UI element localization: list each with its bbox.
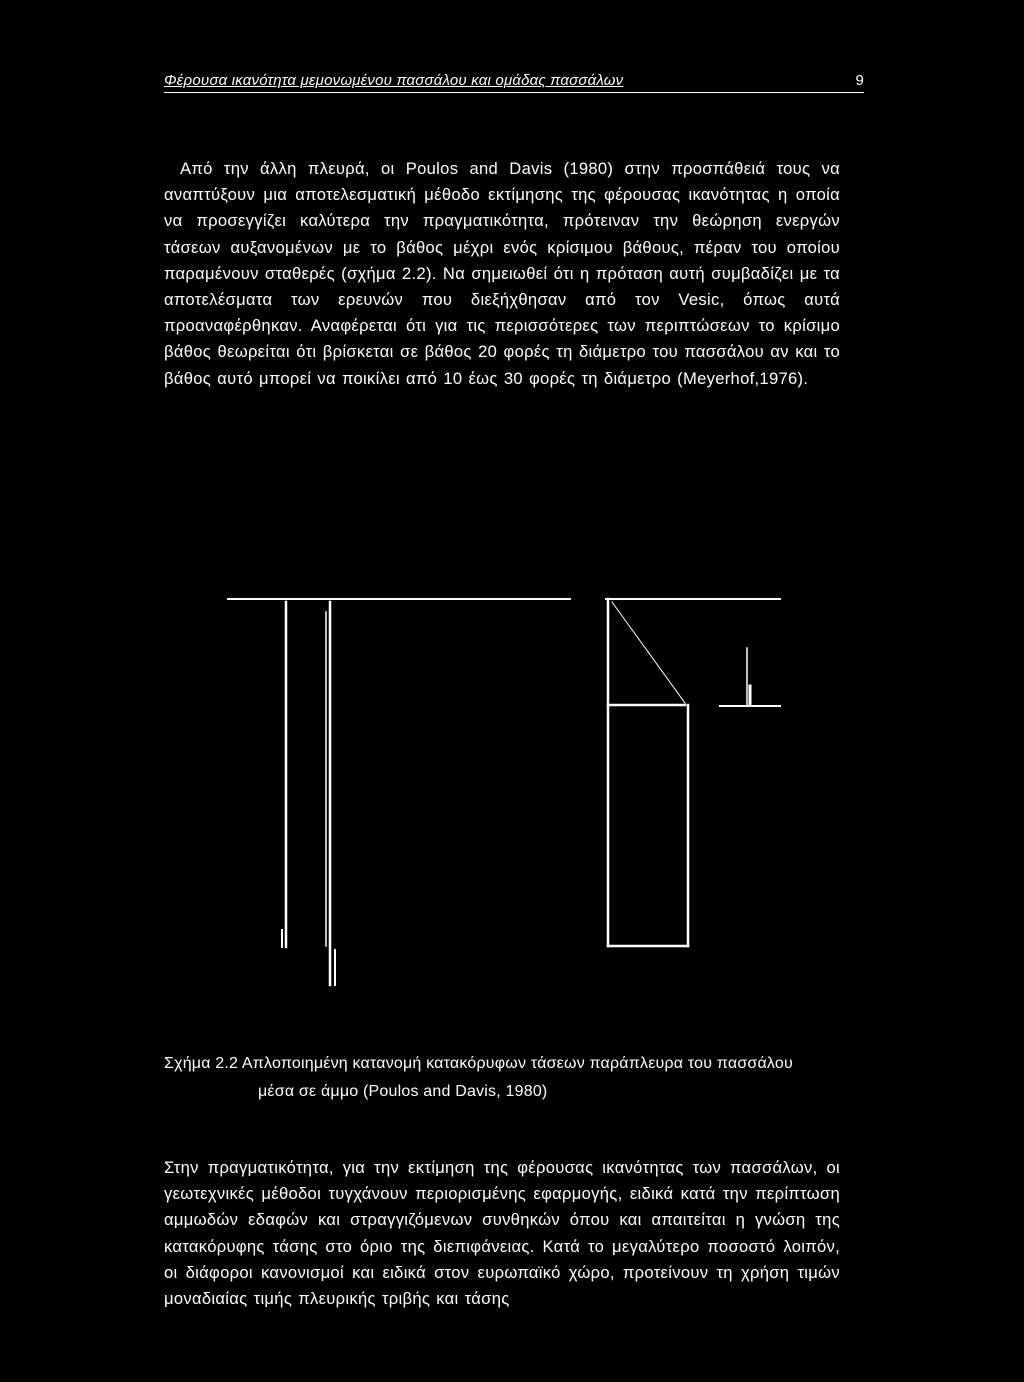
stress-triangle-hyp: [612, 602, 685, 703]
running-header: [164, 70, 864, 93]
caption-label: Σχήμα 2.2: [164, 1055, 239, 1072]
body-paragraph: [164, 1155, 840, 1312]
body-paragraph: [164, 156, 840, 392]
caption-text-line-2: μέσα σε άμμο (Poulos and Davis, 1980): [258, 1083, 548, 1100]
caption-text-line-1: Απλοποιημένη κατανομή κατακόρυφων τάσεων παράπλευρα του πασσάλου: [241, 1055, 793, 1072]
page-number: 9: [855, 72, 864, 89]
paragraph-text: Στην πραγματικότητα, για την εκτίμηση της φέρουσας ικανότητας των πασσάλων, οι γεωτεχνικές μέθοδοι τυγχάνουν περιορισμένης εφαρμογής, ειδικά κατά την περίπτωση αμμωδών εδαφών και στραγγιζόμενων συνθηκών όπου και απαιτείται η γνώση της κατακόρυφης τάσης στο όριο της διεπιφάνειας. Κατά το μεγαλύτερο ποσοστό λοιπόν, οι διάφοροι κανονισμοί και ειδικά στον ευρωπαϊκό χώρο, προτείνουν τη χρήση τιμών μοναδιαίας τιμής πλευρικής τριβής και τάσης: [164, 1158, 840, 1309]
figure-stress-distribution: [220, 590, 800, 990]
stress-distribution-drawing: [220, 590, 800, 990]
figure-caption: [164, 1050, 864, 1106]
running-header-title: Φέρουσα ικανότητα μεμονωμένου πασσάλου και ομάδας πασσάλων: [164, 72, 624, 89]
paragraph-text: Από την άλλη πλευρά, οι Poulos and Davis (1980) στην προσπάθειά τους να αναπτύξουν μια αποτελεσματική μέθοδο εκτίμησης της φέρουσας ικανότητας η οποία να προσεγγίζει καλύτερα την πραγματικότητα, πρότειναν την θεώρηση ενεργών τάσεων αυξανομένων με το βάθος μέχρι ενός κρίσιμου βάθους, πέραν του οποίου παραμένουν σταθερές (σχήμα 2.2). Να σημειωθεί ότι η πρόταση αυτή συμβαδίζει με τα αποτελέσματα των ερευνών που διεξήχθησαν από τον Vesic, όπως αυτά προαναφέρθηκαν. Αναφέρεται ότι για τις περισσότερες των περιπτώσεων το κρίσιμο βάθος θεωρείται ότι βρίσκεται σε βάθος 20 φορές τη διάμετρο του πασσάλου αν και το βάθος αυτό μπορεί να ποικίλει από 10 έως 30 φορές τη διάμετρο (Meyerhof,1976).: [164, 159, 840, 388]
